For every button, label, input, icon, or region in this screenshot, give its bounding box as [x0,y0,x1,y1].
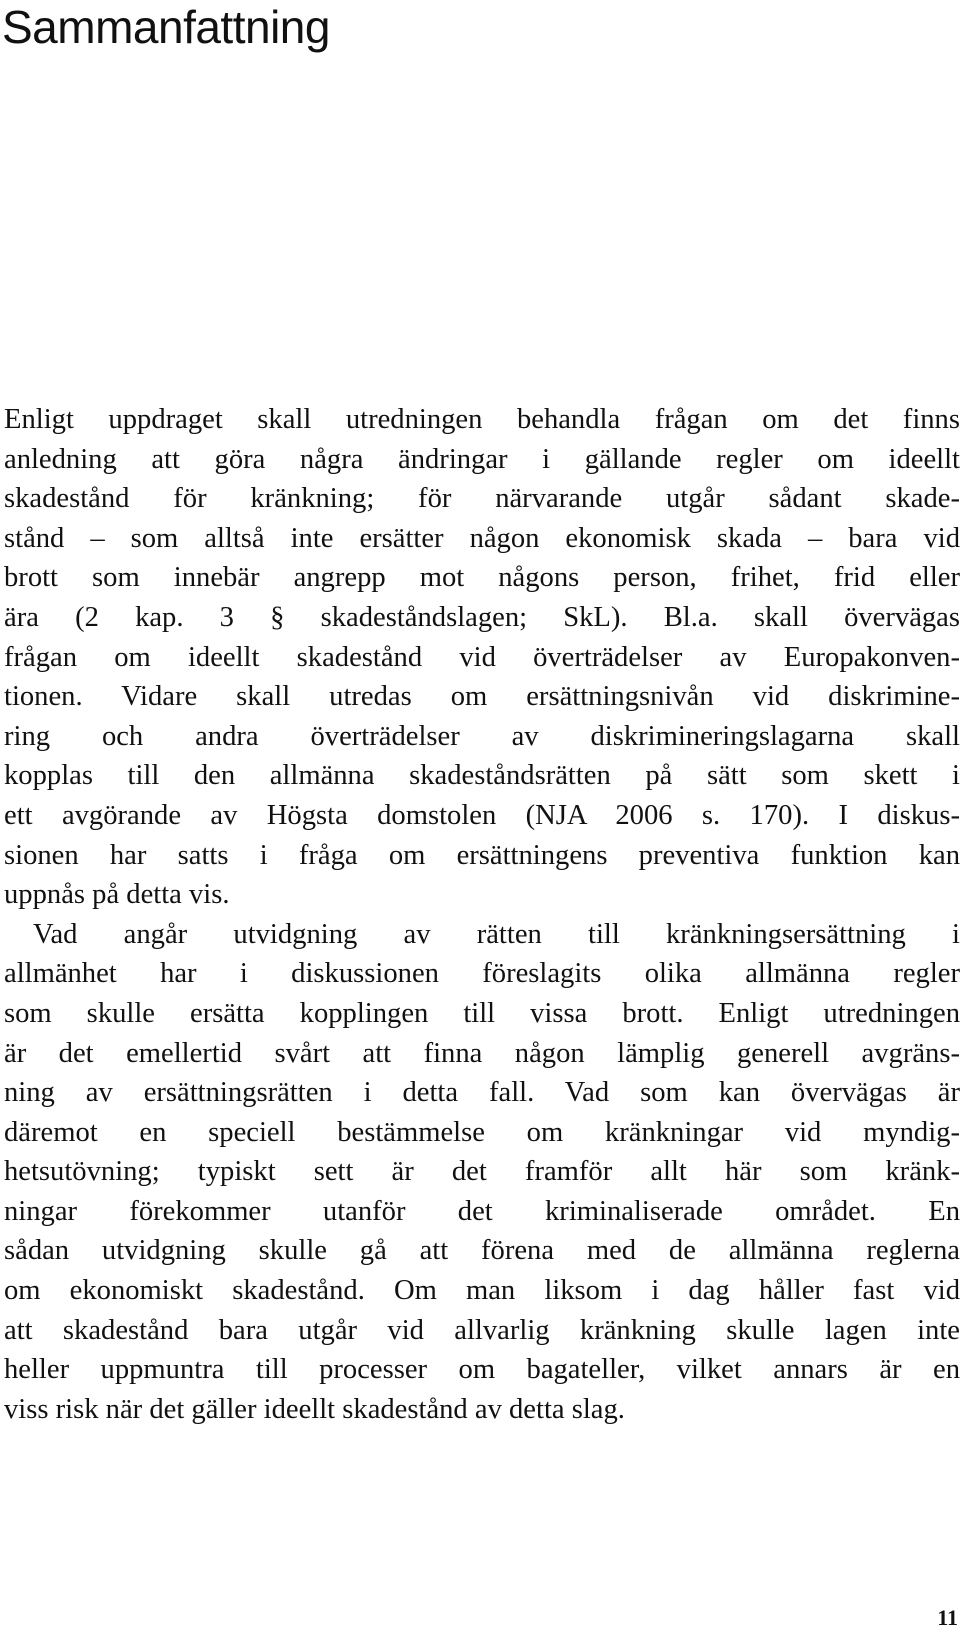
text-line: är det emellertid svårt att finna någon lämplig generell avgräns- [4,1037,960,1069]
text-line: brott som innebär angrepp mot någons person, frihet, frid eller [4,562,960,594]
text-line: att skadestånd bara utgår vid allvarlig kränkning skulle lagen inte [4,1314,960,1346]
text-line: sionen har satts i fråga om ersättningens preventiva funktion kan [4,839,960,871]
text-line: Vad angår utvidgning av rätten till kränkningsersättning i [33,918,960,950]
text-line: hetsutövning; typiskt sett är det framför allt här som kränk- [4,1156,960,1188]
text-line: skadestånd för kränkning; för närvarande utgår sådant skade- [4,483,960,515]
paragraph-2 [4,915,960,1430]
text-line: heller uppmuntra till processer om bagateller, vilket annars är en [4,1354,960,1386]
text-line: sådan utvidgning skulle gå att förena med de allmänna reglerna [4,1235,960,1267]
page-number: 11 [937,1605,958,1630]
body-text [4,400,960,1429]
text-line: allmänhet har i diskussionen föreslagits olika allmänna regler [4,958,960,990]
text-line: ning av ersättningsrätten i detta fall. Vad som kan övervägas är [4,1077,960,1109]
text-line: ningar förekommer utanför det kriminaliserade området. En [4,1195,960,1227]
text-line: uppnås på detta vis. [4,879,230,911]
text-line: ett avgörande av Högsta domstolen (NJA 2006 s. 170). I diskus- [4,799,960,831]
paragraph-1 [4,400,960,915]
text-line: anledning att göra några ändringar i gällande regler om ideellt [4,443,960,475]
text-line: däremot en speciell bestämmelse om kränkningar vid myndig- [4,1116,960,1148]
text-line: ära (2 kap. 3 § skadeståndslagen; SkL). Bl.a. skall övervägas [4,601,960,633]
text-line: som skulle ersätta kopplingen till vissa brott. Enligt utredningen [4,997,960,1029]
text-line: frågan om ideellt skadestånd vid överträdelser av Europakonven- [4,641,960,673]
text-line: viss risk när det gäller ideellt skadestånd av detta slag. [4,1393,625,1425]
page-heading: Sammanfattning [2,1,330,53]
text-line: stånd – som alltså inte ersätter någon ekonomisk skada – bara vid [4,522,960,554]
text-line: Enligt uppdraget skall utredningen behandla frågan om det finns [4,404,960,435]
text-line: om ekonomiskt skadestånd. Om man liksom i dag håller fast vid [4,1275,960,1307]
text-line: tionen. Vidare skall utredas om ersättningsnivån vid diskrimine- [4,681,960,713]
text-line: kopplas till den allmänna skadeståndsrätten på sätt som skett i [4,760,960,792]
text-line: ring och andra överträdelser av diskrimineringslagarna skall [4,720,960,752]
